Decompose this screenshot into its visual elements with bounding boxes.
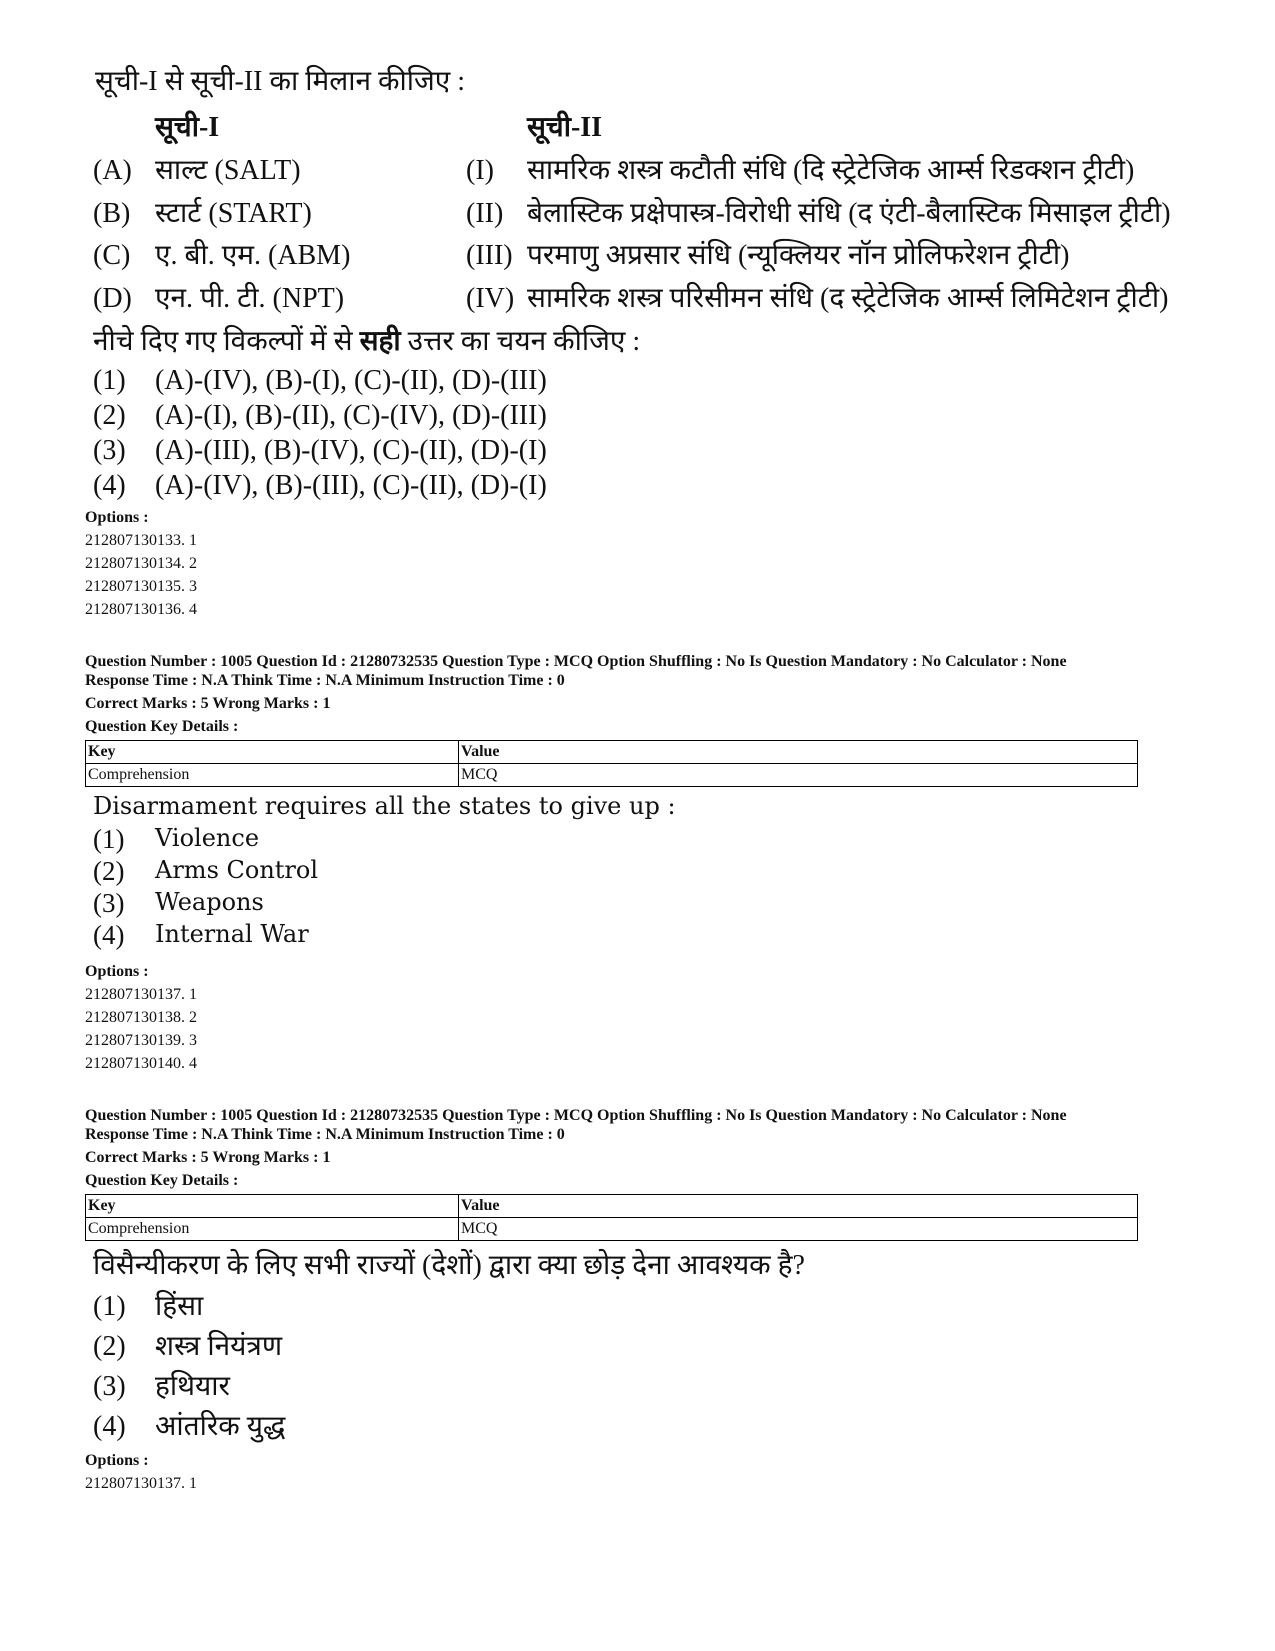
table-cell-value: MCQ — [459, 1218, 1138, 1241]
q1-instruction-pre: नीचे दिए गए विकल्पों में से — [93, 326, 360, 357]
q1-row-left-key: (A) — [93, 155, 132, 186]
q2-key-table — [85, 740, 1138, 787]
table-header-key: Key — [86, 1195, 459, 1218]
q3-meta-line1: Question Number : 1005 Question Id : 21280732535 Question Type : MCQ Option Shuffling : No Is Question Mandatory : No Calculator : None — [85, 1107, 1067, 1124]
choice-number: (1) — [93, 1291, 126, 1322]
choice-number: (1) — [93, 824, 125, 854]
q1-row-right-value: सामरिक शस्त्र परिसीमन संधि (द स्ट्रेटेजिक आर्म्स लिमिटेशन ट्रीटी) — [527, 283, 1169, 314]
choice-text: Weapons — [155, 888, 264, 916]
q1-row-left-value: स्टार्ट (START) — [155, 198, 312, 229]
q1-instruction-post: उत्तर का चयन कीजिए : — [400, 326, 641, 357]
q2-question: Disarmament requires all the states to give up : — [93, 792, 676, 820]
q1-row-right-value: सामरिक शस्त्र कटौती संधि (दि स्ट्रेटेजिक आर्म्स रिडक्शन ट्रीटी) — [527, 155, 1135, 186]
q2-marks: Correct Marks : 5 Wrong Marks : 1 — [85, 695, 331, 712]
choice-number: (1) — [93, 365, 126, 396]
choice-text: Arms Control — [155, 856, 319, 884]
choice-number: (4) — [93, 920, 125, 950]
option-id: 212807130138. 2 — [85, 1009, 197, 1026]
q3-options-label: Options : — [85, 1452, 149, 1469]
q1-row-right-key: (I) — [466, 155, 494, 186]
choice-text: हथियार — [155, 1371, 230, 1402]
q3-key-details: Question Key Details : — [85, 1172, 239, 1189]
choice-number: (3) — [93, 1371, 126, 1402]
option-id: 212807130139. 3 — [85, 1032, 197, 1049]
choice-text: (A)-(III), (B)-(IV), (C)-(II), (D)-(I) — [155, 435, 547, 466]
choice-number: (4) — [93, 470, 126, 501]
table-header-key: Key — [86, 741, 459, 764]
choice-number: (3) — [93, 888, 125, 918]
choice-text: (A)-(I), (B)-(II), (C)-(IV), (D)-(III) — [155, 400, 547, 431]
q1-row-right-value: बेलास्टिक प्रक्षेपास्त्र-विरोधी संधि (द एंटी-बैलास्टिक मिसाइल ट्रीटी) — [527, 198, 1171, 229]
choice-number: (4) — [93, 1411, 126, 1442]
option-id: 212807130135. 3 — [85, 578, 197, 595]
choice-number: (3) — [93, 435, 126, 466]
table-header-value: Value — [459, 1195, 1138, 1218]
q1-row-left-value: ए. बी. एम. (ABM) — [155, 240, 351, 271]
q1-row-left-key: (B) — [93, 198, 131, 229]
table-cell-value: MCQ — [459, 764, 1138, 787]
q2-meta-line1: Question Number : 1005 Question Id : 21280732535 Question Type : MCQ Option Shuffling : No Is Question Mandatory : No Calculator : None — [85, 653, 1067, 670]
option-id: 212807130136. 4 — [85, 601, 197, 618]
q1-row-right-key: (IV) — [466, 283, 515, 314]
choice-number: (2) — [93, 1331, 126, 1362]
q1-row-left-key: (D) — [93, 283, 132, 314]
q1-row-right-value: परमाणु अप्रसार संधि (न्यूक्लियर नॉन प्रोलिफरेशन ट्रीटी) — [527, 240, 1070, 271]
option-id: 212807130137. 1 — [85, 986, 197, 1003]
option-id: 212807130140. 4 — [85, 1055, 197, 1072]
q1-list2-header: सूची-II — [527, 112, 603, 143]
choice-number: (2) — [93, 400, 126, 431]
choice-text: (A)-(IV), (B)-(I), (C)-(II), (D)-(III) — [155, 365, 547, 396]
q1-row-right-key: (III) — [466, 240, 513, 271]
q2-options-label: Options : — [85, 963, 149, 980]
q1-instruction — [93, 328, 640, 356]
q3-meta-line2: Response Time : N.A Think Time : N.A Minimum Instruction Time : 0 — [85, 1126, 565, 1143]
q1-row-left-key: (C) — [93, 240, 131, 271]
option-id: 212807130137. 1 — [85, 1475, 197, 1492]
q1-list1-header: सूची-I — [155, 112, 220, 143]
table-header-value: Value — [459, 741, 1138, 764]
q1-row-left-value: साल्ट (SALT) — [155, 155, 301, 186]
table-cell-key: Comprehension — [86, 764, 459, 787]
choice-text: Internal War — [155, 920, 309, 948]
q3-marks: Correct Marks : 5 Wrong Marks : 1 — [85, 1149, 331, 1166]
option-id: 212807130133. 1 — [85, 532, 197, 549]
choice-number: (2) — [93, 856, 125, 886]
table-cell-key: Comprehension — [86, 1218, 459, 1241]
q1-instruction-bold: सही — [359, 326, 401, 357]
q1-title: सूची-I से सूची-II का मिलान कीजिए : — [95, 66, 466, 97]
choice-text: आंतरिक युद्ध — [155, 1411, 286, 1442]
q1-options-label: Options : — [85, 509, 149, 526]
choice-text: Violence — [155, 824, 260, 852]
q2-key-details: Question Key Details : — [85, 718, 239, 735]
choice-text: (A)-(IV), (B)-(III), (C)-(II), (D)-(I) — [155, 470, 547, 501]
q2-meta-line2: Response Time : N.A Think Time : N.A Minimum Instruction Time : 0 — [85, 672, 565, 689]
q1-row-right-key: (II) — [466, 198, 504, 229]
q1-row-left-value: एन. पी. टी. (NPT) — [155, 283, 345, 314]
choice-text: शस्त्र नियंत्रण — [155, 1331, 283, 1362]
q3-question: विसैन्यीकरण के लिए सभी राज्यों (देशों) द्वारा क्या छोड़ देना आवश्यक है? — [93, 1250, 805, 1281]
q3-key-table — [85, 1194, 1138, 1241]
option-id: 212807130134. 2 — [85, 555, 197, 572]
choice-text: हिंसा — [155, 1291, 204, 1322]
